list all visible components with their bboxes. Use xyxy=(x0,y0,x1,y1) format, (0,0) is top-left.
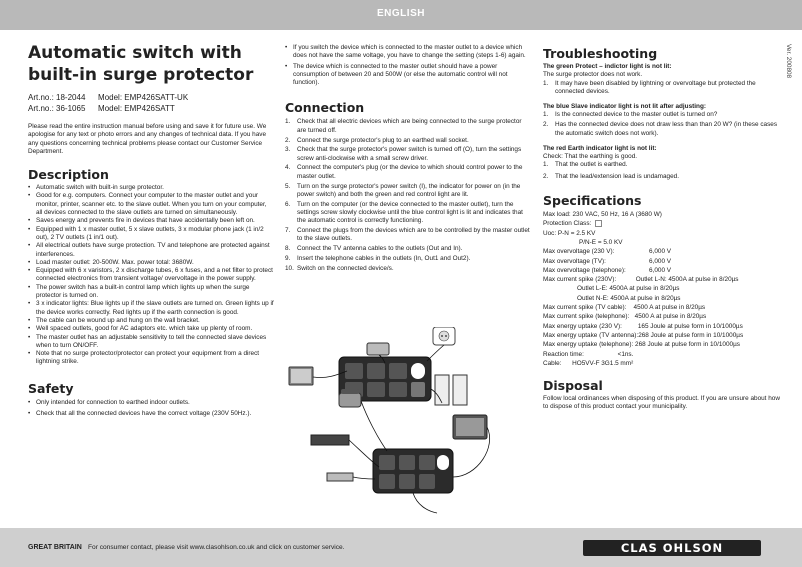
telephone-icon xyxy=(339,389,361,407)
spec-spike-ne: Outlet N-E: 4500A at pulse in 8/20µs xyxy=(577,294,681,302)
column-middle xyxy=(285,44,530,275)
blue-indicator-title: The blue Slave indicator light is not lit after adjusting: xyxy=(543,103,706,111)
green-indicator-title: The green Protect – indictor light is not lit: xyxy=(543,63,672,70)
language-label: ENGLISH xyxy=(377,8,425,19)
description-heading: Description xyxy=(28,167,109,183)
spec-spike-tv: Max current spike (TV cable): 4500 A at pulse in 8/20µs xyxy=(543,304,706,312)
column-left xyxy=(28,40,274,418)
list-item: 2. That the lead/extension lead is undamaged. xyxy=(543,172,679,180)
list-item: 2. Connect the surge protector's plug to an earthed wall socket. xyxy=(285,136,469,144)
connection-steps xyxy=(285,118,530,273)
list-item: 1. Is the connected device to the master outlet is turned on? xyxy=(543,111,718,119)
spec-spike-le: Outlet L-E: 4500A at pulse in 8/20µs xyxy=(577,285,680,293)
computer-icon xyxy=(435,375,467,405)
list-item: • Well spaced outlets, good for AC adaptors etc. which take up plenty of room. xyxy=(28,325,274,333)
spec-protection-class: Protection Class: xyxy=(543,219,781,228)
troubleshooting-heading: Troubleshooting xyxy=(543,46,658,61)
list-item: • Load master outlet: 20-500W. Max. power total: 3680W. xyxy=(28,259,274,267)
safety-heading: Safety xyxy=(28,380,74,396)
connection-heading: Connection xyxy=(285,100,365,116)
list-item: • The cable can be wound up and hung on the wall bracket. xyxy=(28,317,274,325)
column-right xyxy=(543,46,781,412)
monitor-icon xyxy=(289,367,313,385)
spec-uoc: Uoc: P-N = 2.5 KV xyxy=(543,229,596,237)
green-indicator-list xyxy=(543,80,781,97)
footer-contact: For consumer contact, please visit www.clasohlson.co.uk and click on customer service. xyxy=(88,544,345,551)
spec-max-load: Max load: 230 VAC, 50 Hz, 16 A (3680 W) xyxy=(543,211,662,219)
article-row: Art.no.: 36-1065 Model: EMP426SATT xyxy=(28,104,175,113)
master-outlet-notes xyxy=(285,44,530,87)
spec-spike-tel: Max current spike (telephone): 4500 A at pulse in 8/20µs xyxy=(543,313,707,321)
list-item: • Equipped with 6 x varistors, 2 x discharge tubes, 6 x fuses, and a net filter to protect connected electronics from transient voltage/ overvoltage in the power supply. xyxy=(28,267,274,284)
red-indicator-text: Check: That the earthing is good. xyxy=(543,153,638,161)
article-row: Art.no.: 18-2044 Model: EMP426SATT-UK xyxy=(28,93,189,102)
list-item: 1. That the outlet is earthed. xyxy=(543,161,628,169)
connection-diagram xyxy=(287,327,530,517)
brand-logo: CLAS OHLSON xyxy=(583,540,761,556)
antenna-icon xyxy=(327,473,353,481)
article-numbers xyxy=(28,92,274,114)
top-bar xyxy=(0,0,802,30)
class-ii-icon xyxy=(595,220,602,227)
spec-energy-tv: Max energy uptake (TV antenna):268 Joule at pulse form in 10/1000µs xyxy=(543,331,744,339)
spec-reaction-time: Reaction time: <1ns. xyxy=(543,350,634,358)
list-item: 10. Switch on the connected device/s. xyxy=(285,264,394,272)
disposal-text: Follow local ordinances when disposing of this product. If you are unsure about how to dispose of this product contact your municipality. xyxy=(543,395,780,411)
list-item: 3. Check that the surge protector's power switch is turned off (O), turn the settings screw anti-clockwise with a small screw driver. xyxy=(285,146,522,162)
list-item: 5. Turn on the surge protector's power switch (I), the indicator for power on (in the power switch) and both the green and red control light are lit. xyxy=(285,182,521,198)
list-item: • Note that no surge protector/protector can protect your equipment from a direct lightning strike. xyxy=(28,350,274,367)
specifications-list xyxy=(543,210,781,368)
footer-country: GREAT BRITAIN xyxy=(28,544,82,551)
description-list xyxy=(28,184,274,367)
list-item: 4. Connect the computer's plug (or the device to which should control power to the master outlet. xyxy=(285,164,523,180)
list-item: • Equipped with 1 x master outlet, 5 x slave outlets, 3 x modular phone jack (1 in/2 out), 2 TV outlets (1 in/1 out). xyxy=(28,226,274,243)
spec-cable: Cable: HO5VV-F 3G1.5 mm² xyxy=(543,359,634,367)
spec-uoc-2: P/N-E = 5.0 KV xyxy=(579,238,623,246)
surge-protector-bottom-icon xyxy=(373,449,453,493)
list-item: 1. Check that all electric devices which are being connected to the surge protector are turned off. xyxy=(285,118,522,134)
version-label: Ver. 200808 xyxy=(785,44,792,79)
list-item: • The master outlet has an adjustable sensitivity to tell the connected slave devices when to turn ON/OFF. xyxy=(28,334,274,351)
list-item: 2. Has the connected device does not draw less than than 20 W? (in these cases the automatic switch does not work). xyxy=(543,121,778,137)
red-indicator-title: The red Earth indicator light is not lit: xyxy=(543,144,657,152)
disposal-heading: Disposal xyxy=(543,378,603,394)
vcr-icon xyxy=(311,435,349,445)
spec-spike-230: Max current spike (230V): Outlet L-N: 4500A at pulse in 8/20µs xyxy=(543,276,739,284)
list-item: • All electrical outlets have surge protection. TV and telephone are protected against interferences. xyxy=(28,242,274,259)
list-item: 8. Connect the TV antenna cables to the outlets (Out and In). xyxy=(285,245,463,253)
spec-overvoltage: Max overvoltage (telephone): 6,000 V xyxy=(543,266,672,274)
list-item: 6. Turn on the computer (or the device connected to the master outlet), turn the settings screw slowly clockwise until the blue control light is lit and indicates that the automatic control is correctly functioning. xyxy=(285,200,523,225)
list-item: • Check that all the connected devices have the correct voltage (230V 50Hz.). xyxy=(28,410,274,418)
list-item: • Good for e.g. computers. Connect your computer to the master outlet and your monitor, printer, scanner etc. to the slave outlet. When you turn on your computer, all devices connected to the slave outlets are turned on simultaneously. xyxy=(28,192,274,217)
list-item: • Automatic switch with built-in surge protector. xyxy=(28,184,274,192)
list-item: • Saves energy and prevents fire in devices that have accidentally been left on. xyxy=(28,217,274,225)
blue-indicator-list xyxy=(543,111,781,137)
intro-text: Please read the entire instruction manual before using and save it for future use. We apologise for any text or photo errors and any changes of technical data. If you have any questions concerning technical problems please contact our Customer Service Department. xyxy=(28,123,267,155)
list-item: • The device which is connected to the master outlet should have a power consumption of between 20 and 500W (or else the automatic control will not function). xyxy=(285,63,530,88)
list-item: • Only intended for connection to earthed indoor outlets. xyxy=(28,399,274,407)
tv-icon xyxy=(453,415,487,439)
list-item: 9. Insert the telephone cables in the outlets (In, Out1 and Out2). xyxy=(285,254,471,262)
wall-socket-icon xyxy=(433,327,455,345)
footer xyxy=(0,528,802,567)
green-indicator-text: The surge protector does not work. xyxy=(543,71,643,79)
spec-overvoltage: Max overvoltage (TV): 6,000 V xyxy=(543,257,672,265)
safety-list xyxy=(28,399,274,419)
red-indicator-list xyxy=(543,161,781,181)
page-title: Automatic switch with built-in surge protector xyxy=(28,43,254,85)
spec-energy-tel: Max energy uptake (telephone): 268 Joule at pulse form in 10/1000µs xyxy=(543,341,740,349)
specifications-heading: Specifications xyxy=(543,193,642,209)
list-item: • The power switch has a built-in control lamp which lights up when the surge protector is turned on. xyxy=(28,284,274,301)
spec-energy-230: Max energy uptake (230 V): 165 Joule at pulse form in 10/1000µs xyxy=(543,322,743,330)
list-item: 1. It may have been disabled by lightning or overvoltage but protected the connected devices. xyxy=(543,79,756,95)
spec-overvoltage: Max overvoltage (230 V): 6,000 V xyxy=(543,248,672,256)
list-item: • If you switch the device which is connected to the master outlet to a device which does not have the same voltage, you have to change the setting (steps 1-6) again. xyxy=(285,44,530,61)
list-item: 7. Connect the plugs from the devices which are to be controlled by the master outlet to the slave outlets. xyxy=(285,227,530,243)
list-item: • 3 x indicator lights: Blue lights up if the slave outlets are turned on. Green lights up if the device works correctly. Red lights up if the earth connection is good. xyxy=(28,300,274,317)
printer-icon xyxy=(367,343,389,355)
